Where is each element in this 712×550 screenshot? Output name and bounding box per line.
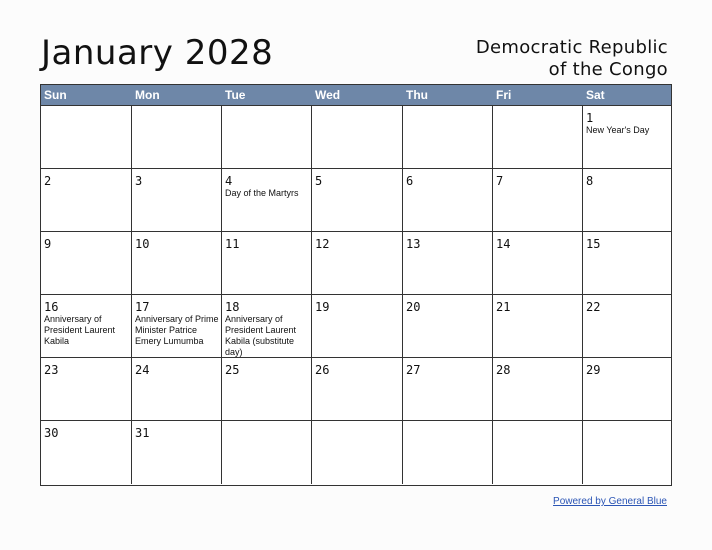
- weekday-mon: Mon: [135, 88, 160, 102]
- day-number: 23: [44, 363, 59, 377]
- day-number: 5: [315, 174, 323, 188]
- day-number: 12: [315, 237, 330, 251]
- day-number: 14: [496, 237, 511, 251]
- day-cell: [403, 106, 493, 169]
- day-number: 29: [586, 363, 601, 377]
- day-cell: [41, 232, 132, 295]
- day-cell: [493, 106, 583, 169]
- holiday-label: Anniversary of Prime Minister Patrice Emery Lumumba: [135, 314, 219, 346]
- day-number: 22: [586, 300, 601, 314]
- day-number: 28: [496, 363, 511, 377]
- day-cell: [312, 421, 403, 484]
- day-cell: [312, 232, 403, 295]
- day-cell: [493, 295, 583, 358]
- day-cell: [41, 358, 132, 421]
- weekday-sat: Sat: [586, 88, 605, 102]
- day-cell: [41, 106, 132, 169]
- day-number: 10: [135, 237, 150, 251]
- day-cell: [583, 106, 672, 169]
- day-cell: [132, 169, 222, 232]
- powered-by-link[interactable]: Powered by General Blue: [553, 496, 667, 507]
- day-number: 2: [44, 174, 52, 188]
- day-cell: [403, 421, 493, 484]
- day-number: 30: [44, 426, 59, 440]
- day-cell: [312, 106, 403, 169]
- day-cell: [403, 169, 493, 232]
- day-cell: [583, 295, 672, 358]
- day-cell: [132, 295, 222, 358]
- day-cell: [403, 232, 493, 295]
- holiday-label: New Year's Day: [586, 125, 650, 135]
- day-number: 18: [225, 300, 240, 314]
- day-number: 13: [406, 237, 421, 251]
- day-number: 25: [225, 363, 240, 377]
- day-cell: [403, 358, 493, 421]
- calendar-grid: [40, 84, 672, 486]
- day-cell: [222, 358, 312, 421]
- day-cell: [493, 232, 583, 295]
- day-cell: [583, 421, 672, 484]
- day-number: 15: [586, 237, 601, 251]
- day-cell: [312, 358, 403, 421]
- weekday-sun: Sun: [44, 88, 67, 102]
- day-cell: [132, 358, 222, 421]
- day-cell: [41, 421, 132, 484]
- weekday-fri: Fri: [496, 88, 512, 102]
- day-number: 24: [135, 363, 150, 377]
- day-number: 7: [496, 174, 504, 188]
- day-cell: [222, 106, 312, 169]
- holiday-label: Day of the Martyrs: [225, 188, 299, 198]
- day-cell: [312, 295, 403, 358]
- day-cell: [583, 169, 672, 232]
- day-number: 31: [135, 426, 150, 440]
- day-number: 6: [406, 174, 414, 188]
- day-number: 11: [225, 237, 240, 251]
- day-number: 19: [315, 300, 330, 314]
- day-number: 16: [44, 300, 59, 314]
- weekday-header: [41, 85, 671, 106]
- day-number: 27: [406, 363, 421, 377]
- day-cell: [493, 169, 583, 232]
- day-cell: [132, 106, 222, 169]
- day-cell: [403, 295, 493, 358]
- weekday-thu: Thu: [406, 88, 428, 102]
- day-cell: [132, 421, 222, 484]
- day-cell: [493, 421, 583, 484]
- day-cell: [312, 169, 403, 232]
- day-grid: [41, 106, 671, 484]
- day-number: 21: [496, 300, 511, 314]
- country-name: [476, 37, 668, 81]
- day-number: 1: [586, 111, 594, 125]
- country-line-2: of the Congo: [548, 59, 668, 80]
- day-cell: [41, 169, 132, 232]
- day-cell: [583, 232, 672, 295]
- day-cell: [132, 232, 222, 295]
- day-cell: [222, 421, 312, 484]
- country-line-1: Democratic Republic: [475, 37, 668, 58]
- day-cell: [222, 232, 312, 295]
- weekday-wed: Wed: [315, 88, 341, 102]
- holiday-label: Anniversary of President Laurent Kabila: [44, 314, 116, 346]
- holiday-label: Anniversary of President Laurent Kabila (substitute day): [225, 314, 297, 357]
- day-cell: [222, 295, 312, 358]
- day-cell: [493, 358, 583, 421]
- day-number: 8: [586, 174, 594, 188]
- day-cell: [583, 358, 672, 421]
- page-title: January 2028: [41, 33, 274, 73]
- day-number: 3: [135, 174, 143, 188]
- weekday-tue: Tue: [225, 88, 246, 102]
- day-number: 17: [135, 300, 150, 314]
- day-number: 26: [315, 363, 330, 377]
- day-cell: [41, 295, 132, 358]
- day-cell: [222, 169, 312, 232]
- day-number: 4: [225, 174, 233, 188]
- day-number: 20: [406, 300, 421, 314]
- day-number: 9: [44, 237, 52, 251]
